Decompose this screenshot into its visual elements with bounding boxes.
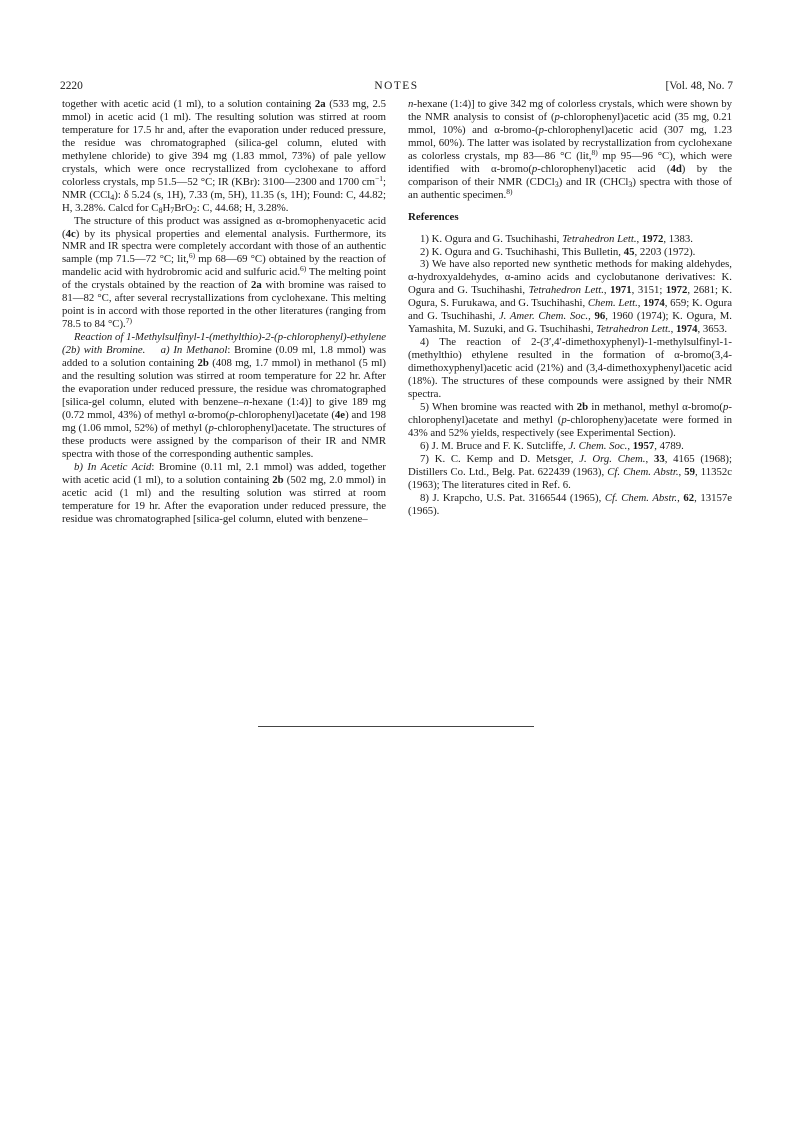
references-heading: References [408,210,459,223]
reference-item: 4) The reaction of 2-(3′,4′-dimethoxyphenyl)-1-methylsulfinyl-1-(methylthio) ethylene resulted in the formation of α-bromo(3,4-dimethoxyphenyl)acetic acid (21%) and (3,4-dimethoxyphenyl)acetic acid (18%). The structures of these compounds were assigned by their NMR spectra. [408,336,732,401]
paragraph-reaction-methanol: Reaction of 1-Methylsulfinyl-1-(methylthio)-2-(p-chlorophenyl)-ethylene (2b) with Bromine. a) In Methanol: Bromine (0.09 ml, 1.8 mmol) was added to a solution containing 2b (408 mg, 1.7 mmol) in methanol (5 ml) and the resulting solution was stirred at room temperature for 22 hr. After the evaporation under reduced pressure, the residue was chromatographed [silica-gel column, eluted with benzene–n-hexane (1:4)] to give 189 mg (0.72 mmol, 43%) of methyl α-bromo(p-chlorophenyl)acetate (4e) and 198 mg (1.06 mmol, 52%) of methyl (p-chlorophenyl)acetate. The structures of these products were assigned by the comparison of their IR and NMR spectra with those of the corresponding authentic samples. [62,331,387,460]
reference-item: 6) J. M. Bruce and F. K. Sutcliffe, J. Chem. Soc., 1957, 4789. [420,439,684,452]
reference-item: 1) K. Ogura and G. Tsuchihashi, Tetrahedron Lett., 1972, 1383. [420,232,693,245]
paragraph-experimental-continued: together with acetic acid (1 ml), to a solution containing 2a (533 mg, 2.5 mmol) in acetic acid (1 ml). The resulting solution was stirred at room temperature for 17.5 hr and, after the evaporation under reduced pressure, the residue was chromatographed (silica-gel column, eluted with methylene chloride) to give 394 mg (1.83 mmol, 73%) of pale yellow crystals, which were once recrystallized from cyclohexane to afford colorless crystals, mp 51.5—52 °C; IR (KBr): 3100—2300 and 1700 $cm^{-1}$; NMR (CCl$_4$): δ 5.24 (s, 1H), 7.33 (m, 5H), 11.35 (s, 1H); Found: C, 44.82; H, 3.28%. Calcd for $C_8H_7BrO_2$: C, 44.68; H, 3.28%. [62,98,386,215]
reference-item: 8) J. Krapcho, U.S. Pat. 3166544 (1965), Cf. Chem. Abstr., 62, 13157e (1965). [408,491,732,517]
paragraph-acetic-acid-continued: n-hexane (1:4)] to give 342 mg of colorless crystals, which were shown by the NMR analysis to consist of (p-chlorophenyl)acetic acid (35 mg, 0.21 mmol, 10%) and α-bromo-(p-chlorophenyl)acetic acid (307 mg, 1.23 mmol, 60%). The latter was isolated by recrystallization from cyclohexane as colorless crystals, mp 83—86 °C (lit,$^{8)}$ mp 95—96 °C), which were identified with α-bromo(p-chlorophenyl)acetic acid (4d) by the comparison of their NMR (CDCl$_3$) and IR (CHCl$_3$) spectra with those of an authentic specimen.$^{8)}$ [408,98,732,201]
reference-item: 2) K. Ogura and G. Tsuchihashi, This Bulletin, 45, 2203 (1972). [420,245,696,258]
paragraph-reaction-acetic-acid: b) In Acetic Acid: Bromine (0.11 ml, 2.1 mmol) was added, together with acetic acid (1 ml), to a solution containing 2b (502 mg, 2.0 mmol) in acetic acid (1 ml) and the resulting solution was stirred at room temperature for 19 hr. After the evaporation under reduced pressure, the residue was chromatographed [silica-gel column, eluted with benzene– [62,460,387,525]
reference-item: 7) K. C. Kemp and D. Metsger, J. Org. Chem., 33, 4165 (1968); Distillers Co. Ltd., Belg. Pat. 622439 (1963), Cf. Chem. Abstr., 59, 11352c (1963); The literatures cited in Ref. 6. [408,452,733,491]
reference-item: 5) When bromine was reacted with 2b in methanol, methyl α-bromo(p-chlorophenyl)acetate and methyl (p-chloropheny)acetate were formed in 43% and 52% yields, respectively (see Experimental Section). [408,400,733,439]
reference-item: 3) We have also reported new synthetic methods for making aldehydes, α-hydroxyaldehydes, α-amino acids and cyclobutanone derivatives: K. Ogura and G. Tsuchihashi, Tetrahedron Lett., 1971, 3151; 1972, 2681; K. Ogura, S. Furukawa, and G. Tsuchihashi, Chem. Lett., 1974, 659; K. Ogura and G. Tsuchihashi, J. Amer. Chem. Soc., 96, 1960 (1974); K. Ogura, M. Yamashita, M. Suzuki, and G. Tsuchihashi, Tetrahedron Lett., 1974, 3653. [408,258,733,336]
end-rule [258,726,534,727]
subsection-heading: Reaction of 1-Methylsulfinyl-1-(methylthio)-2-(p-chlorophenyl)-ethylene (2b) with Bromine. [62,331,386,357]
right-column [408,98,732,518]
paragraph-structure-assignment: The structure of this product was assigned as α-bromophenyacetic acid (4c) by its physical properties and elemental analysis. Furthermore, its NMR and IR spectra were completely accordant with those of an authentic sample (mp 71.5—72 °C; lit,$^{6)}$ mp 68—69 °C) obtained by the reaction of mandelic acid with hydrobromic acid and sulfuric acid.$^{6)}$ The melting point of the crystals obtained by the reaction of 2a with bromine was raised to 81—82 °C, after several recrystallizations from cyclohexane. This melting point is in accord with those reported in the other literatures (ranging from 78.5 to 84 °C).$^{7)}$ [62,214,387,331]
page-number: 2220 [60,80,83,92]
left-column [62,98,386,525]
volume-label: [Vol. 48, No. 7 [665,80,733,92]
running-header [60,80,733,96]
section-title: NOTES [374,80,419,92]
